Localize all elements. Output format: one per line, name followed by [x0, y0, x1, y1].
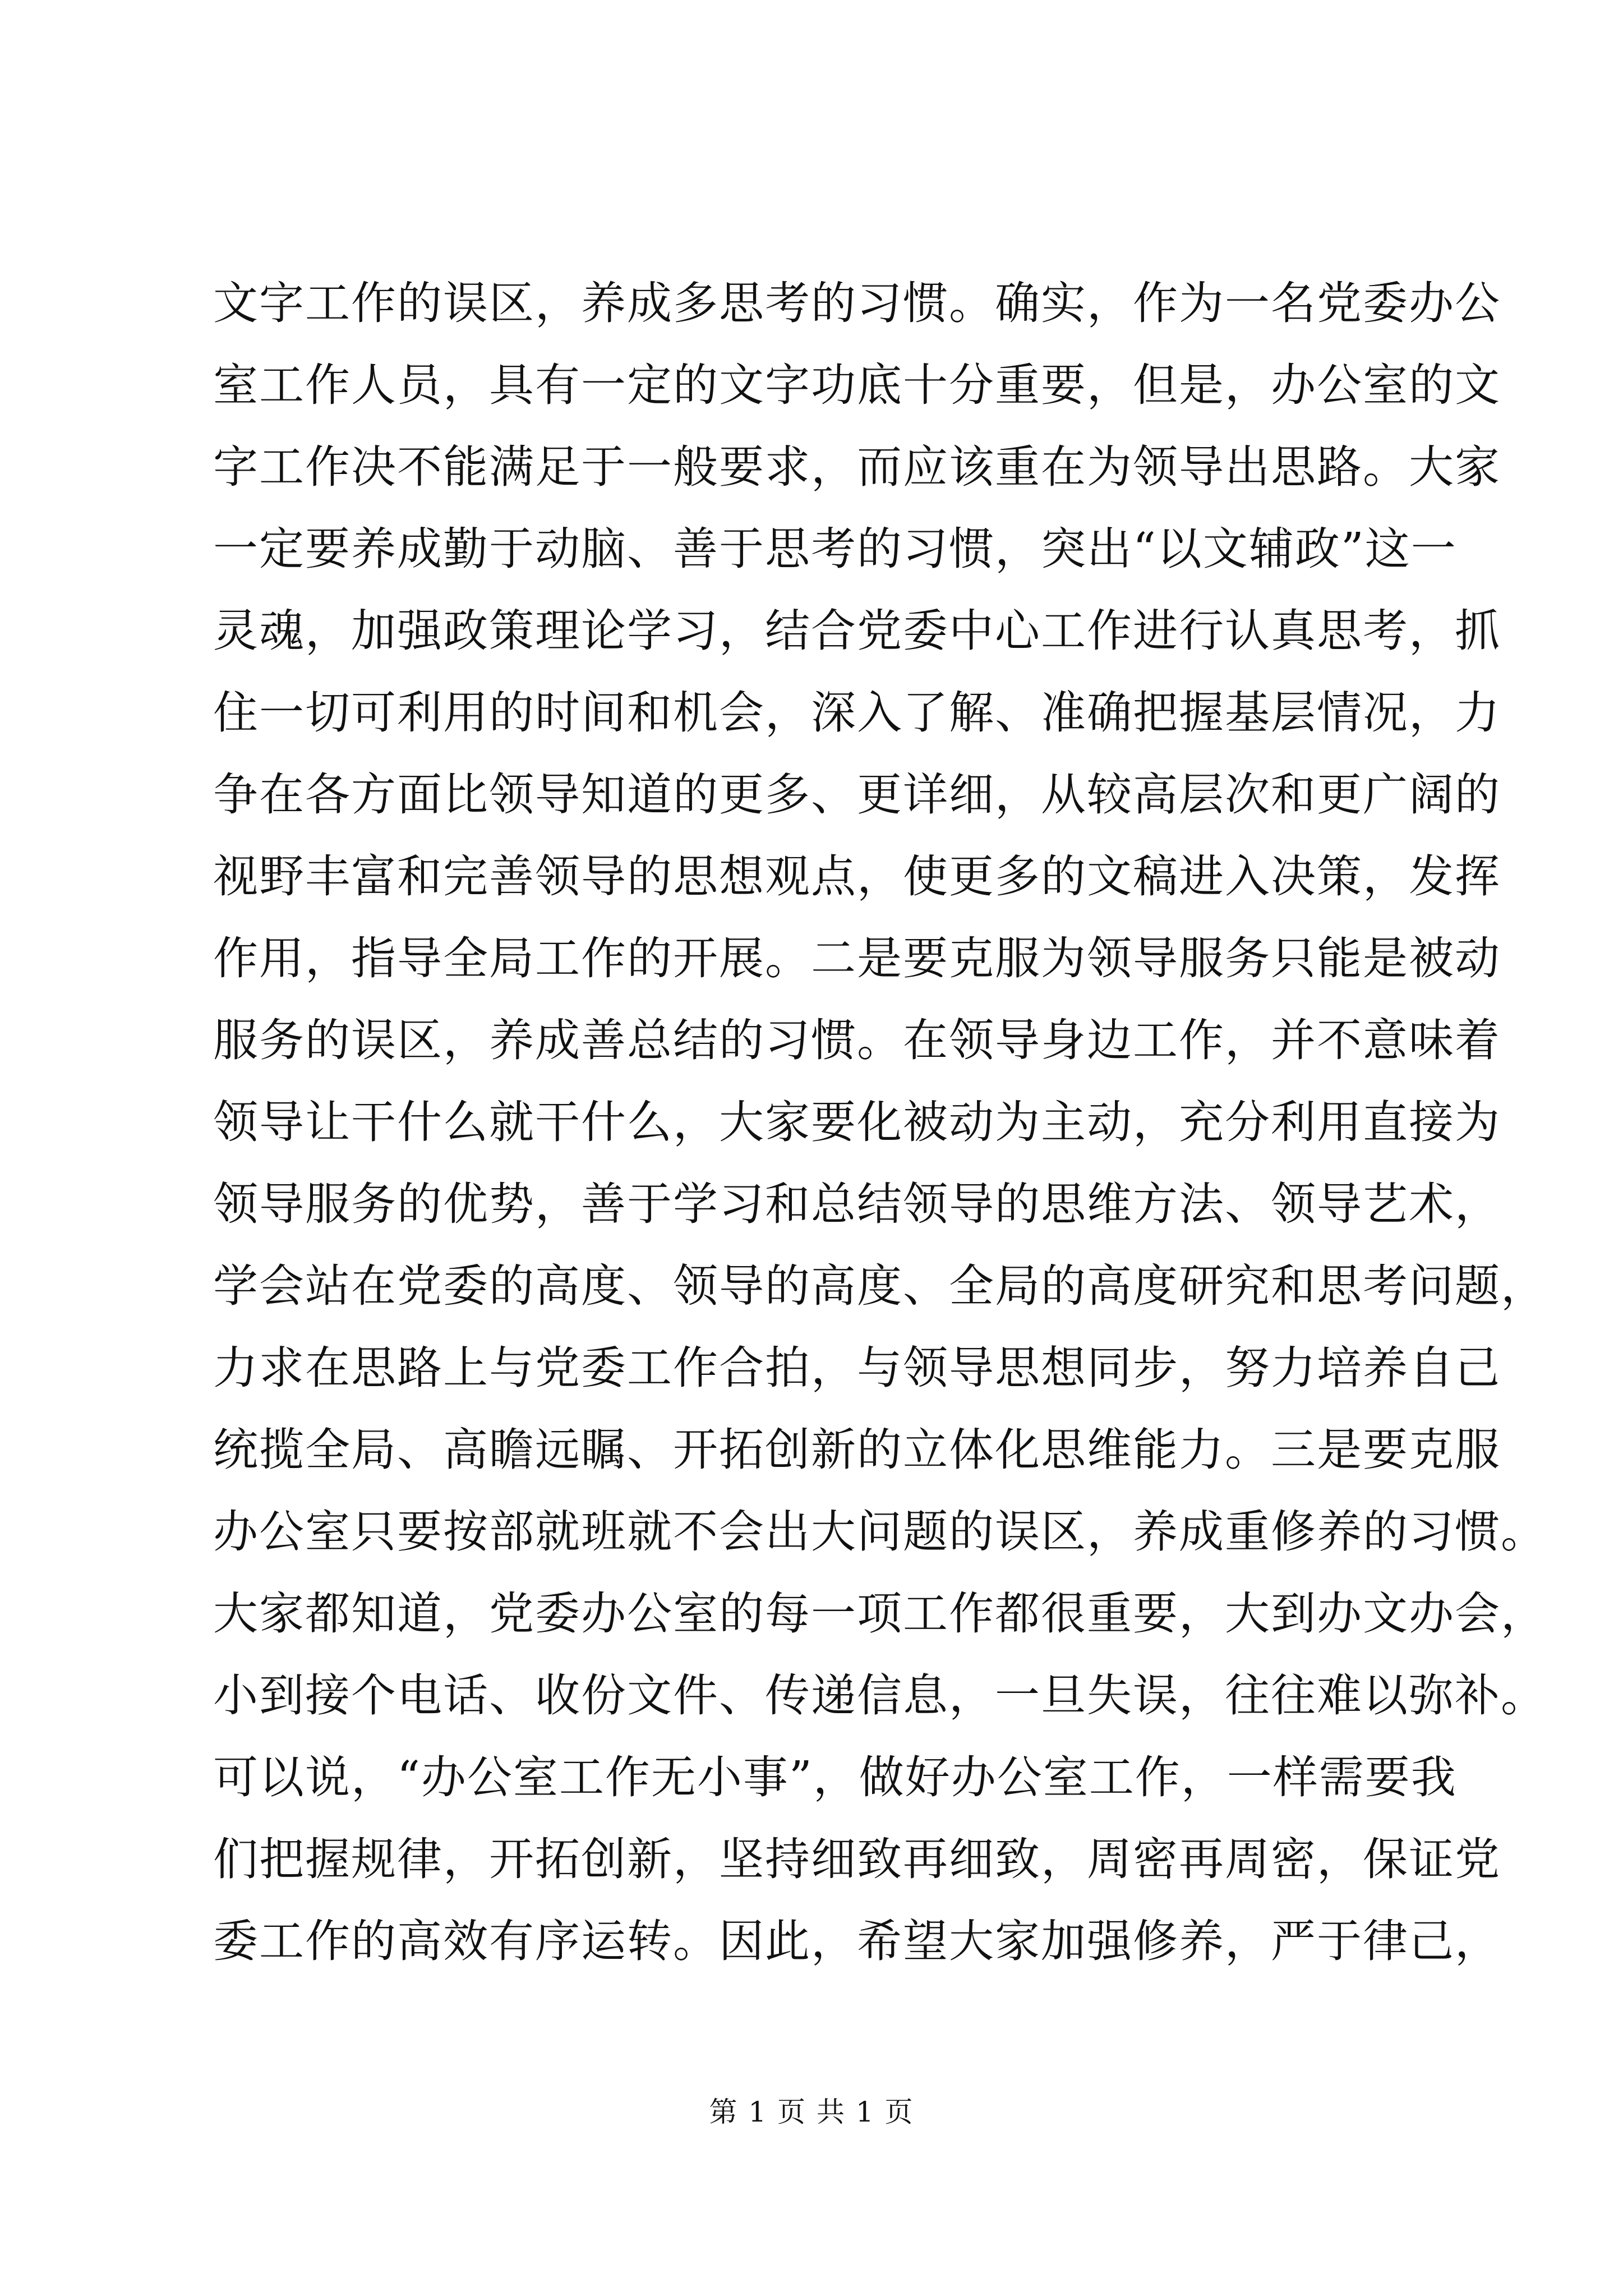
text-line: 文字工作的误区，养成多思考的习惯。确实，作为一名党委办公: [213, 277, 1501, 329]
text-line: 们把握规律，开拓创新，坚持细致再细致，周密再周密，保证党: [213, 1833, 1501, 1885]
body-text: [213, 263, 1547, 1982]
text-line: 大家都知道，党委办公室的每一项工作都很重要，大到办文办会，: [213, 1588, 1547, 1640]
text-line: 灵魂，加强政策理论学习，结合党委中心工作进行认真思考，抓: [213, 605, 1501, 657]
text-line: 住一切可利用的时间和机会，深入了解、准确把握基层情况，力: [213, 687, 1501, 739]
text-line: 小到接个电话、收份文件、传递信息，一旦失误，往往难以弥补。: [213, 1669, 1547, 1722]
text-line: 字工作决不能满足于一般要求，而应该重在为领导出思路。大家: [213, 441, 1501, 493]
text-line: 作用，指导全局工作的开展。二是要克服为领导服务只能是被动: [213, 932, 1501, 984]
text-line: 室工作人员，具有一定的文字功底十分重要，但是，办公室的文: [213, 359, 1501, 411]
text-line: 委工作的高效有序运转。因此，希望大家加强修养，严于律己，: [213, 1915, 1501, 1967]
text-line: 办公室只要按部就班就不会出大问题的误区，养成重修养的习惯。: [213, 1506, 1547, 1558]
text-line: 统揽全局、高瞻远瞩、开拓创新的立体化思维能力。三是要克服: [213, 1424, 1501, 1476]
text-line: 领导让干什么就干什么，大家要化被动为主动，充分利用直接为: [213, 1096, 1501, 1148]
text-line: 服务的误区，养成善总结的习惯。在领导身边工作，并不意味着: [213, 1014, 1501, 1066]
text-line: 可以说，“办公室工作无小事”，做好办公室工作，一样需要我: [213, 1751, 1457, 1803]
text-line: 学会站在党委的高度、领导的高度、全局的高度研究和思考问题，: [213, 1260, 1547, 1312]
text-line: 力求在思路上与党委工作合拍，与领导思想同步，努力培养自己: [213, 1342, 1501, 1394]
text-line: 视野丰富和完善领导的思想观点，使更多的文稿进入决策，发挥: [213, 850, 1501, 903]
text-line: 领导服务的优势，善于学习和总结领导的思维方法、领导艺术，: [213, 1178, 1501, 1230]
page-footer: 第 1 页 共 1 页: [709, 2096, 914, 2128]
text-line: 争在各方面比领导知道的更多、更详细，从较高层次和更广阔的: [213, 769, 1501, 821]
text-line: 一定要养成勤于动脑、善于思考的习惯，突出“以文辅政”这一: [213, 523, 1457, 575]
